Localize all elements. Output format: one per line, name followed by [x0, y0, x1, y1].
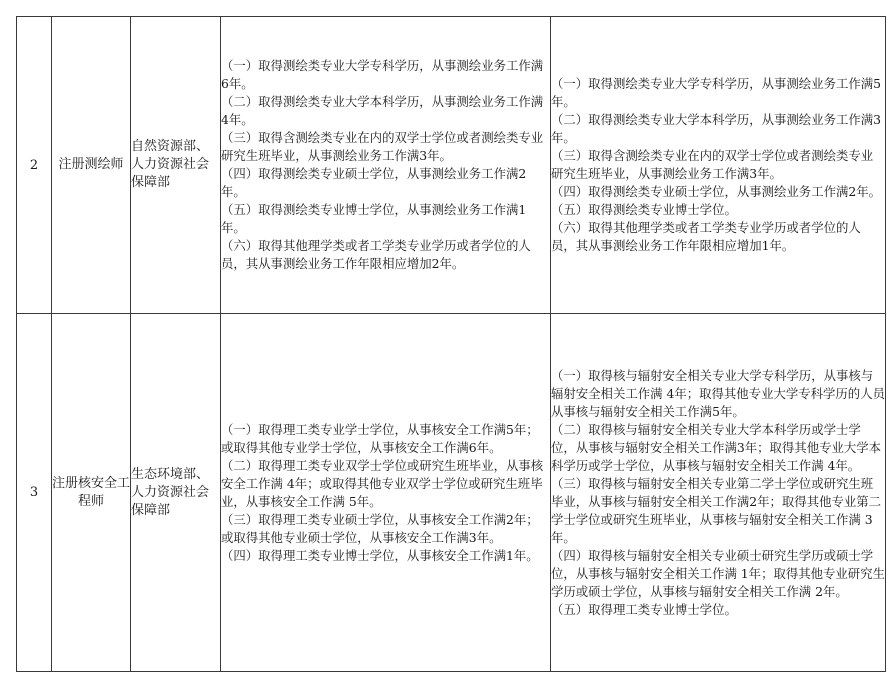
requirement-item: （四）取得核与辐射安全相关专业硕士研究生学历或硕士学位，从事核与辐射安全相关工作满 1年；取得其他专业研究生学历或硕士学位，从事核与辐射安全相关工作满 2年。: [551, 547, 885, 599]
row-number: 3: [17, 314, 52, 672]
requirement-item: （三）取得含测绘类专业在内的双学士学位或者测绘类专业研究生班毕业，从事测绘业务工作满3年。: [221, 130, 544, 163]
table-row: [17, 17, 886, 314]
requirement-item: （三）取得理工类专业硕士学位，从事核安全工作满2年；或取得其他专业硕士学位，从事核安全工作满3年。: [221, 511, 539, 545]
requirement-item: （二）取得核与辐射安全相关专业大学本科学历或学士学位，从事核与辐射安全相关工作满3年；取得其他专业大学本科学历或学士学位，从事核与辐射安全相关工作满 4年。: [551, 421, 882, 473]
requirement-item: （五）取得测绘类专业博士学位。: [551, 202, 737, 217]
new-requirements-cell: [551, 17, 886, 314]
requirement-item: （五）取得测绘类专业博士学位，从事测绘业务工作满1年。: [221, 202, 527, 235]
row-number: 2: [17, 17, 52, 314]
old-requirements-cell: [221, 17, 551, 314]
requirement-item: （二）取得测绘类专业大学本科学历，从事测绘业务工作满3年。: [551, 112, 882, 145]
qualification-table: [16, 16, 886, 672]
requirement-item: （三）取得含测绘类专业在内的双学士学位或者测绘类专业研究生班毕业，从事测绘业务工作满3年。: [551, 148, 874, 181]
qualification-name: 注册核安全工程师: [52, 314, 131, 672]
requirement-item: （一）取得理工类专业学士学位，从事核安全工作满5年；或取得其他专业学士学位，从事核安全工作满6年。: [221, 421, 539, 455]
requirement-item: （二）取得理工类专业双学士学位或研究生班毕业，从事核安全工作满 4年；或取得其他专业双学士学位或研究生班毕业，从事核安全工作满 5年。: [221, 457, 544, 509]
department-cell: 自然资源部、人力资源社会保障部: [131, 17, 221, 314]
new-requirements-cell: [551, 314, 886, 672]
requirement-item: （三）取得核与辐射安全相关专业第二学士学位或研究生班毕业，从事核与辐射安全相关工作满2年；取得其他专业第二学士学位或研究生班毕业，从事核与辐射安全相关工作满 3年。: [551, 475, 882, 545]
requirement-item: （六）取得其他理学类或者工学类专业学历或者学位的人员，其从事测绘业务工作年限相应增加1年。: [551, 220, 861, 253]
old-requirements-cell: [221, 314, 551, 672]
qualification-name: 注册测绘师: [52, 17, 131, 314]
requirement-item: （六）取得其他理学类或者工学类专业学历或者学位的人员，其从事测绘业务工作年限相应增加2年。: [221, 238, 531, 271]
requirement-item: （四）取得测绘类专业硕士学位，从事测绘业务工作满2年。: [221, 166, 527, 199]
table-row: [17, 314, 886, 672]
requirement-item: （一）取得核与辐射安全相关专业大学专科学历，从事核与辐射安全相关工作满 4年；取得其他专业大学专科学历的人员从事核与辐射安全相关工作满5年。: [551, 367, 885, 419]
requirement-item: （二）取得测绘类专业大学本科学历，从事测绘业务工作满4年。: [221, 94, 544, 127]
requirement-item: （一）取得测绘类专业大学专科学历，从事测绘业务工作满6年。: [221, 58, 544, 91]
department-cell: 生态环境部、人力资源社会保障部: [131, 314, 221, 672]
requirement-item: （四）取得测绘类专业硕士学位，从事测绘业务工作满2年。: [551, 184, 882, 199]
requirement-item: （一）取得测绘类专业大学专科学历，从事测绘业务工作满5年。: [551, 76, 882, 109]
requirement-item: （五）取得理工类专业博士学位。: [551, 601, 737, 617]
requirement-item: （四）取得理工类专业博士学位，从事核安全工作满1年。: [221, 547, 539, 563]
